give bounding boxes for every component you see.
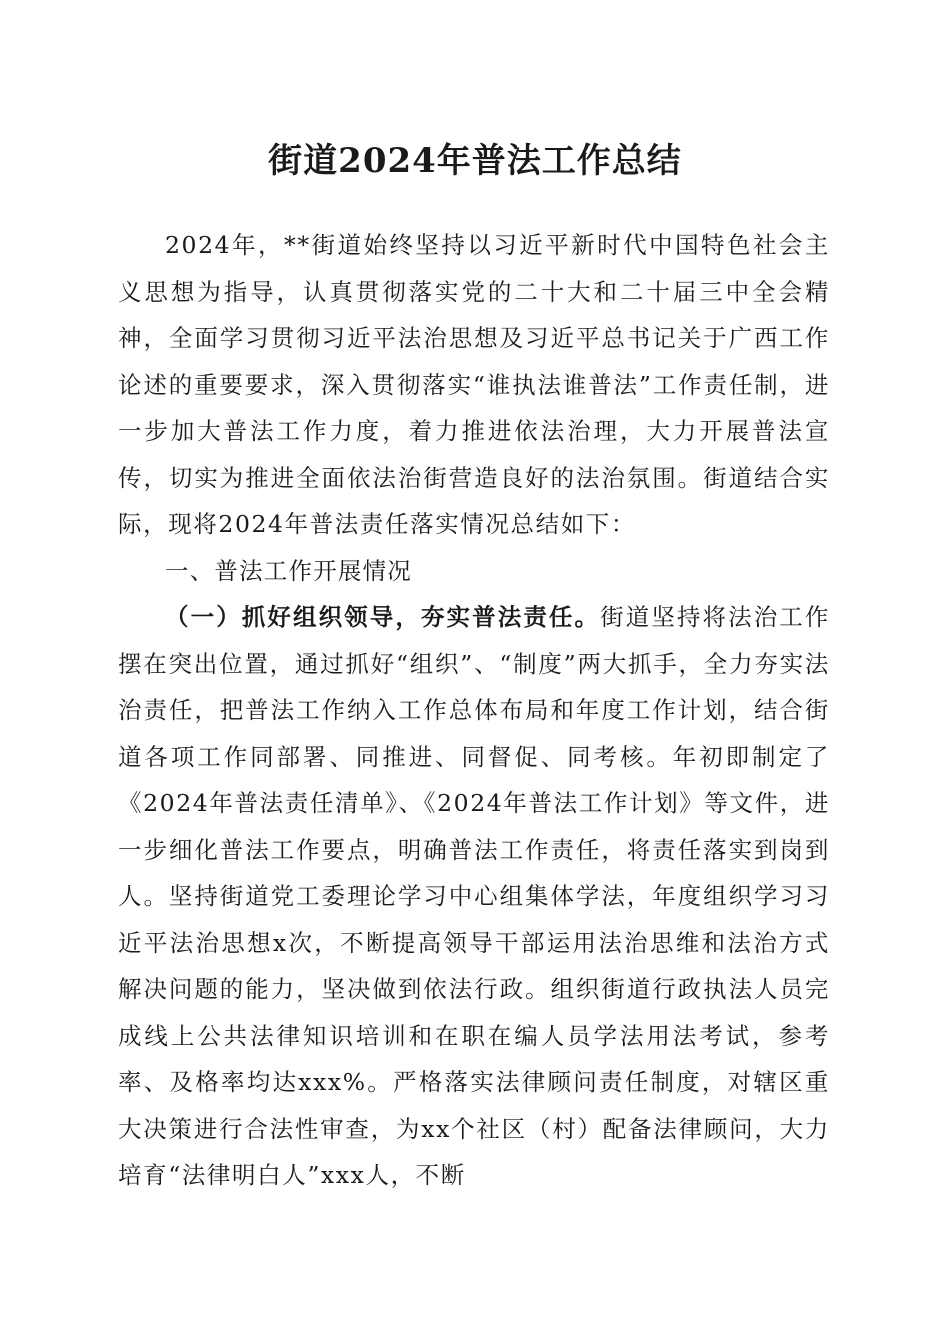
section-heading: 一、普法工作开展情况 (165, 556, 412, 585)
document-body (118, 222, 830, 1199)
document-title: 街道2024年普法工作总结 (268, 141, 682, 181)
subsection-title: （一）抓好组织领导，夯实普法责任。 (165, 603, 601, 631)
intro-paragraph: 2024年，**街道始终坚持以习近平新时代中国特色社会主义思想为指导，认真贯彻落实党的二十大和二十届三中全会精神，全面学习贯彻习近平法治思想及习近平总书记关于广西工作论述的重要要求，深入贯彻落实“谁执法谁普法”工作责任制，进一步加大普法工作力度，着力推进依法治理，大力开展普法宣传，切实为推进全面依法治街营造良好的法治氛围。街道结合实际，现将2024年普法责任落实情况总结如下： (118, 231, 830, 538)
subsection-body: 街道坚持将法治工作摆在突出位置，通过抓好“组织”、“制度”两大抓手，全力夯实法治责任，把普法工作纳入工作总体布局和年度工作计划，结合街道各项工作同部署、同推进、同督促、同考核。年初即制定了《2024年普法责任清单》、《2024年普法工作计划》等文件，进一步细化普法工作要点，明确普法工作责任，将责任落实到岗到人。坚持街道党工委理论学习中心组集体学法，年度组织学习习近平法治思想x次，不断提高领导干部运用法治思维和法治方式解决问题的能力，坚决做到依法行政。组织街道行政执法人员完成线上公共法律知识培训和在职在编人员学法用法考试，参考率、及格率均达xxx%。严格落实法律顾问责任制度，对辖区重大决策进行合法性审查，为xx个社区（村）配备法律顾问，大力培育“法律明白人”xxx人，不断 (118, 603, 830, 1189)
subsection-paragraph (118, 594, 830, 1199)
